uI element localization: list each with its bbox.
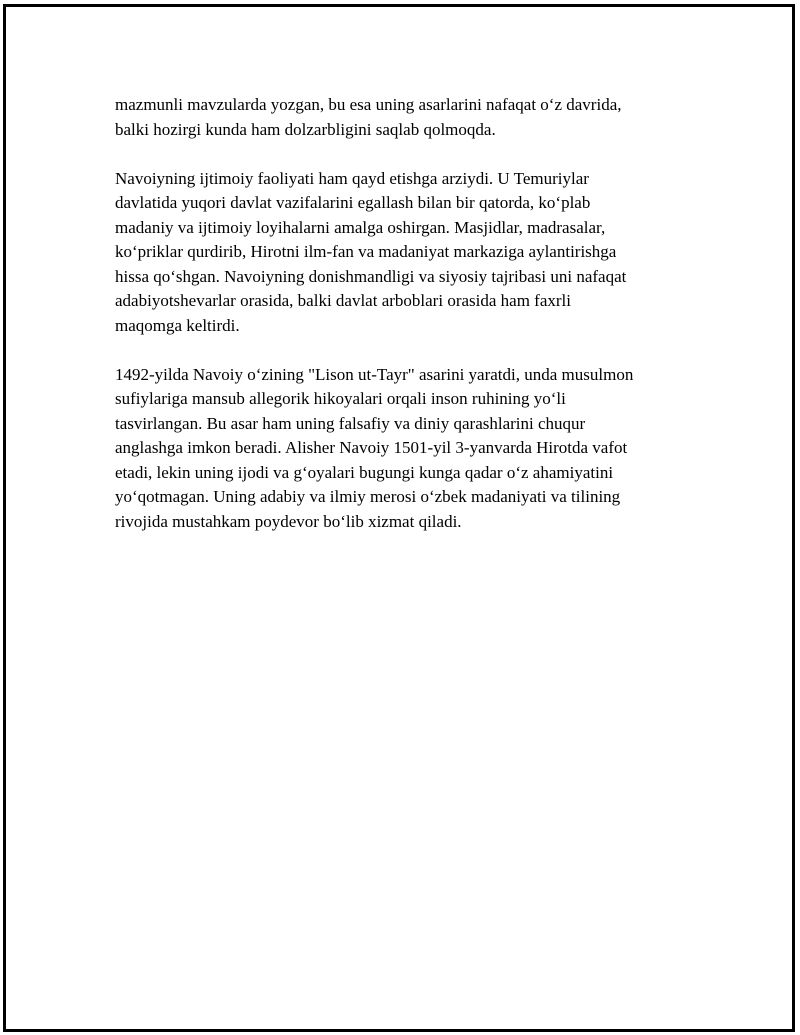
paragraph-1 <box>115 93 690 142</box>
paragraph-2 <box>115 167 690 339</box>
text-line: tasvirlangan. Bu asar ham uning falsafiy va diniy qarashlarini chuqur <box>115 413 586 433</box>
text-line: maqomga keltirdi. <box>115 315 240 335</box>
text-line: mazmunli mavzularda yozgan, bu esa uning asarlarini nafaqat o‘z davrida, <box>115 95 622 114</box>
text-line: hissa qo‘shgan. Navoiyning donishmandligi va siyosiy tajribasi uni nafaqat <box>115 266 627 286</box>
text-line: etadi, lekin uning ijodi va g‘oyalari bugungi kunga qadar o‘z ahamiyatini <box>115 462 614 482</box>
text-line: madaniy va ijtimoiy loyihalarni amalga oshirgan. Masjidlar, madrasalar, <box>115 217 606 237</box>
document-body <box>115 93 690 559</box>
text-line: adabiyotshevarlar orasida, balki davlat arboblari orasida ham faxrli <box>115 291 571 310</box>
text-line: rivojida mustahkam poydevor bo‘lib xizmat qiladi. <box>115 511 462 531</box>
text-line: yo‘qotmagan. Uning adabiy va ilmiy merosi o‘zbek madaniyati va tilining <box>115 487 621 506</box>
text-line: sufiylariga mansub allegorik hikoyalari orqali inson ruhining yo‘li <box>115 389 566 408</box>
text-line: ko‘priklar qurdirib, Hirotni ilm-fan va madaniyat markaziga aylantirishga <box>115 242 617 261</box>
paragraph-3 <box>115 363 690 535</box>
text-line: davlatida yuqori davlat vazifalarini egallash bilan bir qatorda, ko‘plab <box>115 193 591 212</box>
text-line: anglashga imkon beradi. Alisher Navoiy 1501-yil 3-yanvarda Hirotda vafot <box>115 438 628 457</box>
text-line: 1492-yilda Navoiy o‘zining "Lison ut-Tayr" asarini yaratdi, unda musulmon <box>115 364 634 384</box>
text-line: balki hozirgi kunda ham dolzarbligini saqlab qolmoqda. <box>115 119 496 139</box>
text-line: Navoiyning ijtimoiy faoliyati ham qayd etishga arziydi. U Temuriylar <box>115 168 589 188</box>
